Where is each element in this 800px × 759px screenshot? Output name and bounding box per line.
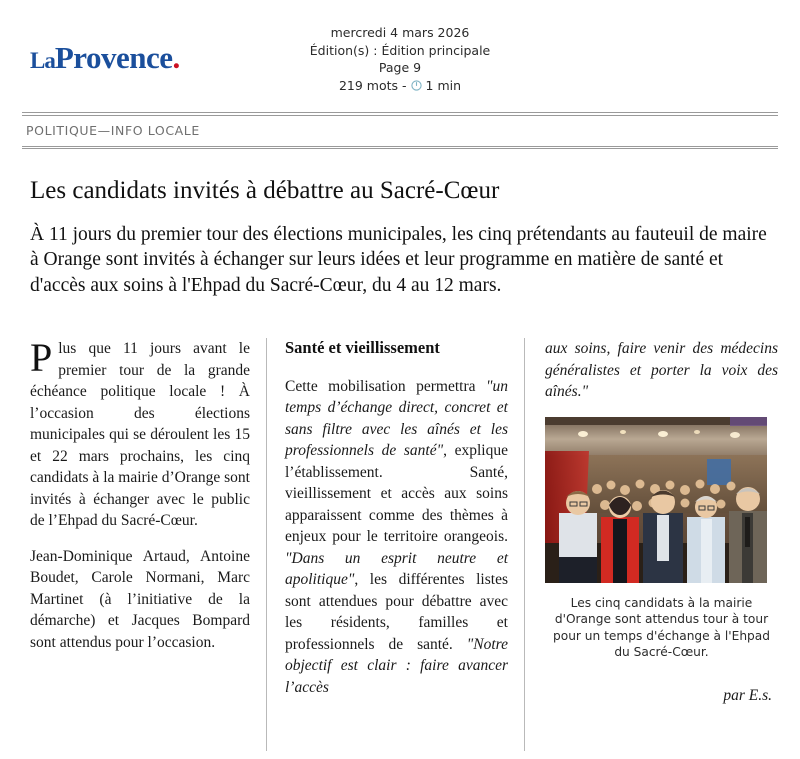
article-headline: Les candidats invités à débattre au Sacré-Cœur: [30, 177, 500, 204]
logo-provence-text: Provence: [54, 40, 173, 75]
column2-quote-3: "Notre objectif est clair : faire avancer l’accès: [285, 635, 508, 696]
column2-text-b: , explique l’établissement. Santé, vieillissement et accès aux soins apparaissent comme des thèmes à enjeux pour le territoire orangeois.: [285, 442, 508, 546]
body-column-3: [524, 338, 778, 751]
rubric-label: POLITIQUE—INFO LOCALE: [26, 122, 200, 138]
edition-label: Édition(s) : Édition principale: [309, 42, 491, 58]
column1-paragraph-2: Jean-Dominique Artaud, Antoine Boudet, Carole Normani, Marc Martinet (à l’initiative de la démarche) et Jacques Bompard sont attendus pour l’occasion.: [30, 547, 250, 651]
clock-icon: [411, 80, 422, 91]
masthead: [0, 0, 800, 112]
column2-text-c: , les différentes listes sont attendues pour débattre avec les résidents, familles et professionnels de santé.: [285, 571, 508, 653]
column2-quote-1: "un temps d’échange direct, concret et sans filtre avec les aînés et les professionnels de santé": [285, 377, 508, 460]
read-time-value: 1 min: [425, 77, 462, 93]
column2-quote-2: "Dans un esprit neutre et apolitique": [285, 549, 508, 589]
article-figure: [545, 417, 778, 661]
article-body: [30, 335, 778, 751]
logo-la-text: La: [30, 48, 55, 73]
section-subheading: Santé et vieillissement: [285, 338, 440, 357]
rubric-bottom-rule: [22, 146, 778, 150]
read-time-row: [0, 77, 800, 95]
article-byline: par E.s.: [723, 686, 772, 704]
article-photo: [545, 417, 767, 583]
column1-paragraph-1-text: lus que 11 jours avant le premier tour de la grande échéance politique locale ! À l’occasion des élections municipales qui se déroulent les 15 et 22 mars prochains, les cinq candidats à la mairie d’Orange sont invités à échanger avec le public de l’Ehpad du Sacré-Cœur.: [30, 340, 250, 529]
publication-date: mercredi 4 mars 2026: [330, 25, 470, 40]
body-column-1: [30, 335, 266, 751]
publication-meta: [0, 24, 800, 94]
column3-quote-continued: [545, 338, 778, 403]
column1-paragraph-1: [30, 335, 250, 532]
column3-quote-text: aux soins, faire venir des médecins généralistes et porter la voix des aînés.": [545, 340, 778, 400]
drop-cap: P: [30, 335, 53, 380]
article-head: [30, 177, 770, 299]
column2-text-a: Cette mobilisation permettra: [285, 377, 486, 395]
word-count: 219 mots -: [338, 77, 407, 93]
body-column-2: [266, 338, 524, 751]
photo-caption: Les cinq candidats à la mairie d'Orange sont attendus tour à tour pour un temps d'échange à l'Ehpad du Sacré-Cœur.: [553, 595, 770, 659]
article-lede: À 11 jours du premier tour des élections municipales, les cinq prétendants au fauteuil de maire à Orange sont invités à échanger sur leurs idées et leur programme en matière de santé et d'accès aux soins à l'Ehpad du Sacré-Cœur, du 4 au 12 mars.: [30, 223, 767, 297]
column2-paragraph-1: [285, 376, 508, 699]
logo-dot: .: [172, 40, 180, 75]
page-number: Page 9: [378, 60, 422, 75]
